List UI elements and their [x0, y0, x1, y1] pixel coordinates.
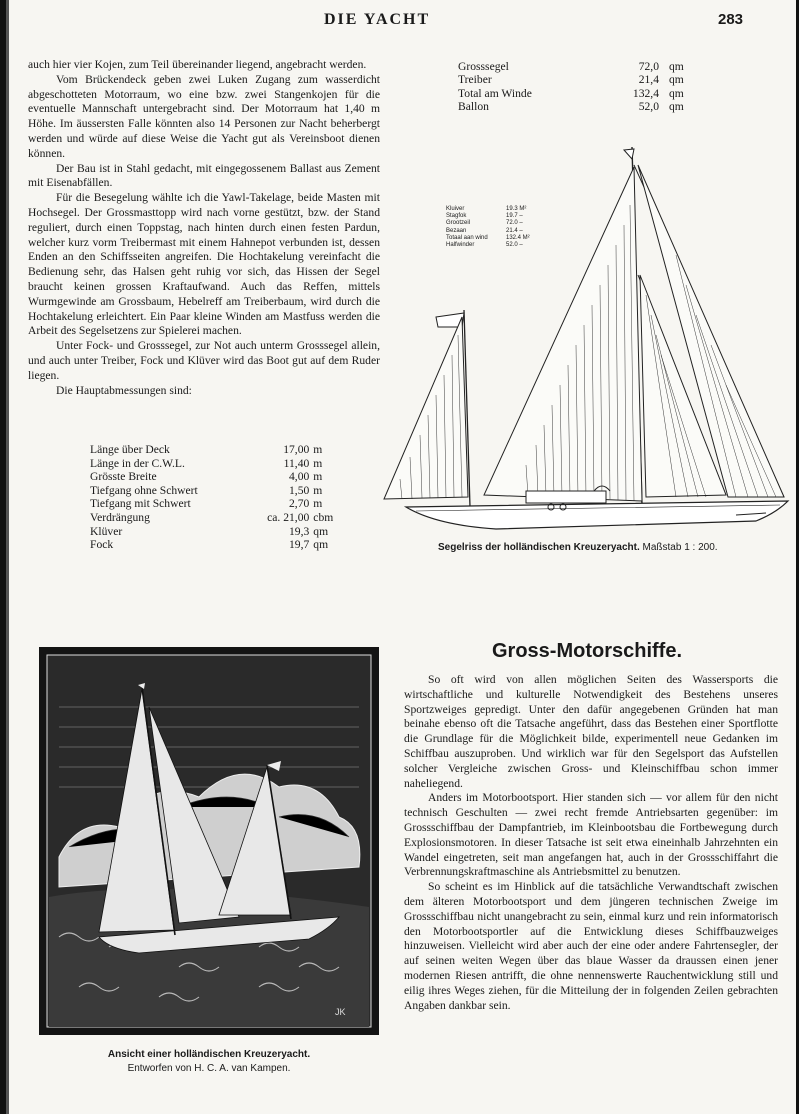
paragraph: Vom Brückendeck geben zwei Luken Zugang zum wasserdicht abgeschotteten Motorraum, wo eine bzw. zwei Stangenkojen für die eventuelle Mannschaft untergebracht sind. Der Motorraum hat 1,40 m Höhe. Im äussersten Falle könnten also 14 Personen zur Nacht beherbergt werden und würde auf diese Weise die Yacht gut als Vereinsboot dienen können.: [28, 72, 380, 160]
table-row: [90, 484, 340, 498]
sail-label: Total am Winde: [458, 86, 532, 100]
article-title: Gross-Motorschiffe.: [491, 640, 683, 662]
legend-label: Grootzeil: [446, 220, 471, 227]
dimension-unit: qm: [313, 538, 329, 552]
legend-row: [446, 235, 532, 242]
dimension-unit: m: [313, 483, 323, 497]
sail-label: Ballon: [458, 100, 489, 114]
dimension-label: Klüver: [90, 524, 123, 538]
legend-row: [446, 220, 532, 227]
sail-unit: qm: [669, 73, 684, 87]
paragraph: So scheint es im Hinblick auf die tatsächliche Verwandtschaft zwischen dem älteren Motorbootsport und dem jüngeren technischen Zweige im Grossschiffbau nicht unangebracht zu sein, einmal kurz und rein informatorisch den Motorbootsportler auf die Entwicklung dieses Schiffbauzweiges hinzuweisen. Vielleicht wird aber auch der eine oder andere Fahrtensegler, der auf seinen weiten Wegen über das blaue Wasser da draussen einen jener modernen Riesen antrifft, die ohne nennenswerte Rauchentwicklung still und eilig ihres Weges ziehen, für die Mitteilung der in folgenden Zeilen gebrachten Angaben dankbar sein.: [404, 880, 778, 1012]
page-binding-edge: [6, 0, 9, 1114]
dimension-label: Länge über Deck: [90, 443, 170, 456]
legend-row: [446, 228, 532, 235]
table-row: [90, 470, 340, 484]
dimension-value: 19,7: [289, 538, 310, 552]
legend-value: 132.4 M²: [506, 234, 530, 241]
legend-label: Halfwinder: [446, 242, 475, 249]
dimension-value: ca. 21,00: [267, 510, 310, 524]
dimension-value: 11,40: [283, 456, 310, 470]
table-row: [90, 525, 340, 539]
legend-label: Bezaan: [446, 227, 467, 234]
sail-label: Grosssegel: [458, 60, 509, 73]
sail-label: Treiber: [458, 73, 492, 87]
drawing-legend: [446, 206, 532, 249]
paragraph: Anders im Motorbootsport. Hier standen sich — vor allem für den nicht technisch Geschulten — zwei recht fremde Antriebsarten gegenüber: im Grossschiffbau der Dampfantrieb, im Kleinbootsbau die Fortbewegung durch Explosionsmotoren. In dieser Tatsache ist seit etwa eineinhalb Jahrzehnten ein Wandel eingetreten, seit man angefangen hat, auch in der Grossschiffahrt die Verbrennungskraftmaschine als Antriebsmittel zu benutzen.: [404, 791, 778, 879]
artist-signature: JK: [335, 1007, 346, 1017]
illustration-caption: [39, 1048, 379, 1076]
legend-value: 19.3 M²: [506, 206, 527, 212]
paragraph: So oft wird von allen möglichen Seiten des Wassersports die wirtschaftliche und kulturelle Notwendigkeit des Bestehens unseres Sportzweiges gepredigt. Unter den dafür angegebenen Gründen hat man beinahe ebenso oft die Tatsache angeführt, dass das Bestehen einer Sportflotte die Grundlage für die Möglichkeit bilde, experimentell neue Gedanken im Schiffbau auszuproben. Und wirklich war für den Segelsport das Aufstellen solcher Vergleiche zwischen Gross- und Kleinschiffbau schon immer naheliegend.: [404, 673, 778, 790]
dimension-value: 19,3: [289, 524, 310, 538]
running-header: DIE YACHT: [324, 11, 431, 28]
left-column-text: [28, 58, 380, 398]
table-row: [458, 87, 698, 100]
yacht-illustration-graphic: [39, 647, 379, 1035]
sail-value: 132,4: [632, 86, 659, 100]
page-number: 283: [718, 11, 744, 28]
sail-area-table: [458, 60, 698, 114]
right-column-text: [404, 673, 778, 1013]
caption-scale: Maßstab 1 : 200.: [642, 542, 718, 553]
legend-row: [446, 213, 532, 220]
paragraph: Die Hauptabmessungen sind:: [56, 383, 192, 397]
main-dimensions-table: [90, 443, 340, 552]
paragraph: Der Bau ist in Stahl gedacht, mit eingegossenem Ballast aus Zement mit Eisenabfällen.: [28, 161, 380, 190]
caption-credit: Entworfen von H. C. A. van Kampen.: [127, 1063, 291, 1074]
dimension-unit: m: [313, 497, 323, 511]
dimension-label: Tiefgang ohne Schwert: [90, 483, 198, 497]
table-row: [90, 538, 340, 552]
legend-value: 21.4 –: [506, 227, 523, 234]
paragraph: auch hier vier Kojen, zum Teil übereinander liegend, angebracht werden.: [28, 58, 367, 71]
table-row: [458, 73, 698, 86]
dimension-unit: cbm: [313, 510, 334, 524]
dimension-value: 4,00: [289, 470, 310, 484]
legend-value: 72.0 –: [506, 220, 523, 227]
table-row: [90, 457, 340, 471]
legend-row: [446, 206, 532, 213]
table-row: [458, 100, 698, 113]
legend-value: 52.0 –: [506, 242, 523, 249]
dimension-unit: m: [313, 443, 323, 456]
dimension-label: Länge in der C.W.L.: [90, 456, 185, 470]
legend-row: [446, 242, 532, 249]
legend-label: Totaal aan wind: [446, 234, 488, 241]
table-row: [458, 60, 698, 73]
table-row: [90, 443, 340, 457]
paragraph: Für die Besegelung wählte ich die Yawl-Takelage, beide Masten mit Hochsegel. Der Grossmasttopp wird nach vorne gestützt, bzw. der Stand reguliert, durch einen Toppstag, nach hinten durch einen festen Pardun, welcher kurz vorm Treibermast mit einem Hahnepot verbunden ist, dessen Enden an den Schiffsseiten angreifen. Die Hochtakelung vereinfacht die Bedienung sehr, das Halsen geht ruhig vor sich, das Hissen der Segel braucht keinen grossen Kraftaufwand. Auch das Reffen, mittels Wurmgewinde am Grossbaum, Hebelreff am Treiberbaum, wird durch die Hochtakelung erleichtert. Ein Paar kleine Winden am Mastfuss werden die Arbeit des Segelsetzens zur Spielerei machen.: [28, 191, 380, 338]
yacht-illustration: [39, 647, 379, 1035]
sail-plan-drawing: [376, 145, 796, 540]
dimension-value: 2,70: [289, 497, 310, 511]
dimension-label: Verdrängung: [90, 510, 150, 524]
dimension-unit: qm: [313, 524, 329, 538]
caption-title: Segelriss der holländischen Kreuzeryacht.: [438, 542, 640, 553]
book-page: [6, 0, 796, 1114]
sail-unit: qm: [669, 100, 684, 114]
sail-plan-caption: [438, 542, 718, 553]
paragraph: Unter Fock- und Grosssegel, zur Not auch unterm Grosssegel allein, und auch unter Treiber, Fock und Klüver wird das Boot gut auf dem Ruder liegen.: [28, 339, 380, 382]
table-row: [90, 511, 340, 525]
sail-unit: qm: [669, 60, 684, 73]
dimension-value: 1,50: [289, 483, 310, 497]
sail-unit: qm: [669, 86, 684, 100]
dimension-label: Grösste Breite: [90, 470, 157, 484]
caption-title: Ansicht einer holländischen Kreuzeryacht.: [107, 1049, 311, 1060]
sail-value: 72,0: [638, 60, 659, 73]
dimension-value: 17,00: [283, 443, 310, 456]
sail-value: 52,0: [638, 100, 659, 114]
legend-label: Stagfok: [446, 213, 467, 220]
table-row: [90, 497, 340, 511]
dimension-unit: m: [313, 470, 323, 484]
dimension-unit: m: [313, 456, 323, 470]
dimension-label: Fock: [90, 538, 114, 552]
sail-value: 21,4: [638, 73, 659, 87]
legend-label: Kluiver: [446, 206, 465, 212]
dimension-label: Tiefgang mit Schwert: [90, 497, 191, 511]
legend-value: 19.7 –: [506, 213, 523, 220]
